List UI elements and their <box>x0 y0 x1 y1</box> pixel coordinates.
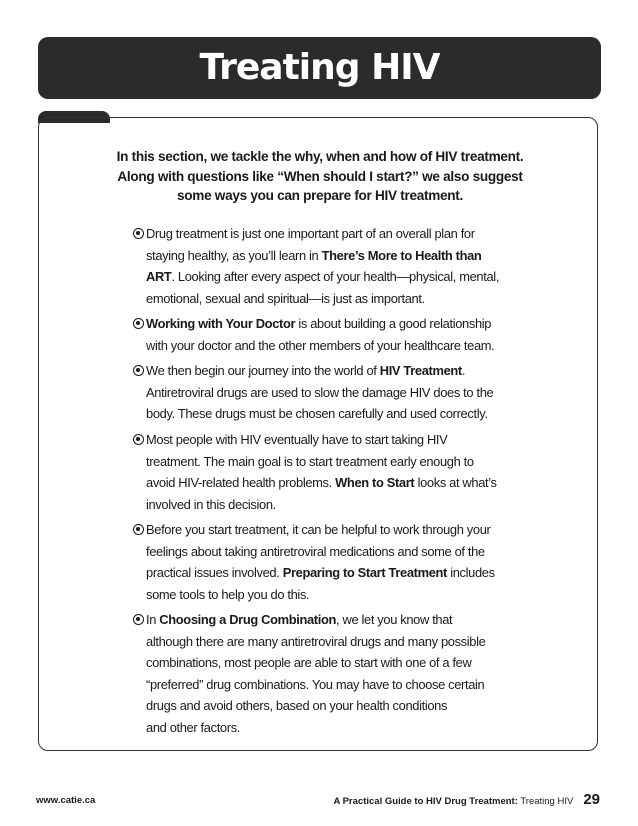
section-reference: Choosing a Drug Combination <box>159 612 337 627</box>
intro-text <box>90 147 550 206</box>
footer-section-name: Treating HIV <box>520 796 574 807</box>
list-item <box>133 429 533 515</box>
intro-line: In this section, we tackle the why, when and how of HIV treatment. <box>116 149 524 164</box>
item-line: Antiretroviral drugs are used to slow the damage HIV does to the <box>146 384 494 400</box>
item-line: combinations, most people are able to start with one of a few <box>146 655 472 671</box>
item-line: body. These drugs must be chosen carefully and used correctly. <box>146 406 488 422</box>
page-number: 29 <box>583 791 600 808</box>
circled-dot-bullet-icon <box>133 228 144 239</box>
circled-dot-bullet-icon <box>133 365 144 376</box>
circled-dot-bullet-icon <box>133 524 144 535</box>
circled-dot-bullet-icon <box>133 318 144 329</box>
item-line: practical issues involved. Preparing to Start Treatment includes <box>146 565 495 581</box>
item-line: Drug treatment is just one important part of an overall plan for <box>146 226 475 241</box>
item-line: with your doctor and the other members of your healthcare team. <box>146 337 495 353</box>
item-line: although there are many antiretroviral drugs and many possible <box>146 633 486 649</box>
section-reference: There’s More to Health than <box>321 247 482 263</box>
item-line: Working with Your Doctor is about building a good relationship <box>146 316 492 331</box>
footer-website: www.catie.ca <box>36 795 96 806</box>
item-line: treatment. The main goal is to start treatment early enough to <box>146 453 474 469</box>
item-line: In Choosing a Drug Combination, we let you know that <box>146 612 453 627</box>
section-reference: HIV Treatment <box>379 363 462 378</box>
item-line: emotional, sexual and spiritual—is just as important. <box>146 290 425 306</box>
list-item <box>133 519 533 605</box>
circled-dot-bullet-icon <box>133 614 144 625</box>
item-line: and other factors. <box>146 719 241 735</box>
item-line: “preferred” drug combinations. You may have to choose certain <box>146 676 485 692</box>
item-line: avoid HIV-related health problems. When to Start looks at what’s <box>146 475 497 491</box>
item-line: Before you start treatment, it can be helpful to work through your <box>146 522 491 537</box>
item-line: ART. Looking after every aspect of your health—physical, mental, <box>146 269 500 285</box>
section-reference: Working with Your Doctor <box>146 316 296 331</box>
list-item <box>133 223 533 309</box>
item-line: some tools to help you do this. <box>146 586 310 602</box>
item-line: We then begin our journey into the world of HIV Treatment. <box>146 363 466 378</box>
list-item <box>133 360 533 425</box>
item-line: involved in this decision. <box>146 496 276 512</box>
list-item <box>133 609 533 739</box>
footer-info <box>333 791 600 808</box>
intro-line: Along with questions like “When should I start?” we also suggest <box>117 168 523 184</box>
item-line: staying healthy, as you’ll learn in There’s More to Health than <box>146 247 482 263</box>
section-reference: When to Start <box>335 475 415 491</box>
intro-line: some ways you can prepare for HIV treatment. <box>177 188 463 203</box>
list-item <box>133 313 533 356</box>
circled-dot-bullet-icon <box>133 434 144 445</box>
title-banner <box>38 37 601 99</box>
item-line: drugs and avoid others, based on your health conditions <box>146 698 448 714</box>
page-title: Treating HIV <box>199 46 440 88</box>
section-reference: ART <box>146 269 172 285</box>
item-line: feelings about taking antiretroviral medications and some of the <box>146 543 485 559</box>
section-reference: Preparing to Start Treatment <box>282 565 447 581</box>
item-line: Most people with HIV eventually have to start taking HIV <box>146 432 448 447</box>
footer-guide-title: A Practical Guide to HIV Drug Treatment: Treating HIV <box>333 796 574 807</box>
